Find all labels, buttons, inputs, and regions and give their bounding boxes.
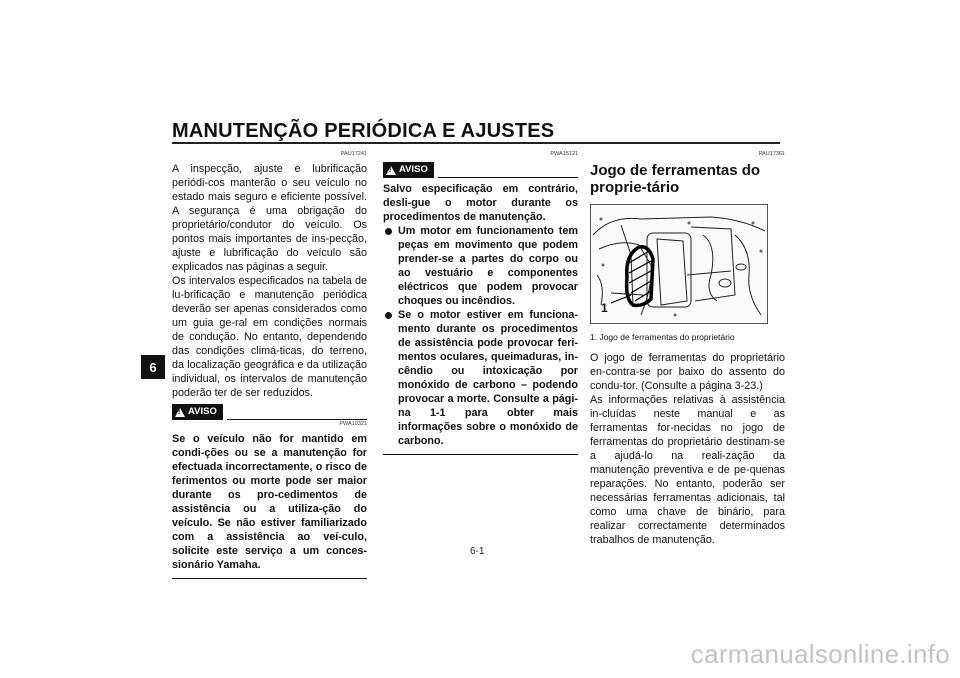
- warning-header: [172, 404, 367, 420]
- intervals-paragraph: Os intervalos especificados na tabela de lu-brificação e manutenção periódica deverão ser apenas considerados como um guia ge-ral em condições normais de condução. No entanto, dependendo das condições climá-ticas, do terreno, da localização geográfica e da utilização individual, os intervalos de manutenção poderão ter de ser reduzidos.: [172, 275, 367, 399]
- warning-rule: [438, 177, 578, 178]
- toolkit-location-paragraph: O jogo de ferramentas do proprietário en-contra-se por baixo do assento do condu-tor. (Consulte a página 3-23.): [590, 352, 785, 392]
- page-title: MANUTENÇÃO PERIÓDICA E AJUSTES: [172, 120, 555, 142]
- column-3: [590, 150, 785, 547]
- warning-badge: [172, 404, 223, 420]
- warning-code: PWA10321: [339, 421, 367, 427]
- warning-list: [383, 224, 578, 448]
- warning-bullet: Se o motor estiver em funciona-mento durante os procedimentos de assistência pode provocar feri-mentos oculares, queimaduras, in-cêndio ou intoxicação por monóxido de carbono – podendo provocar a morte. Consulte a pági-na 1-1 para obter mais informações sobre o monóxido de carbono.: [383, 308, 578, 448]
- column-1: [172, 150, 367, 579]
- header-rule: [172, 142, 780, 144]
- warning-label: AVISO: [188, 406, 217, 417]
- figure-callout: 1: [601, 301, 608, 315]
- section-title: Jogo de ferramentas do proprie-tário: [590, 162, 761, 196]
- toolkit-figure: [590, 204, 768, 324]
- warning-intro: Salvo especificação em contrário, desli-gue o motor durante os procedimentos de manutenção.: [383, 183, 578, 223]
- section-code: PAU17241: [340, 151, 367, 157]
- warning-bullet: Um motor em funcionamento tem peças em movimento que podem prender-se a partes do corpo ou ao vestuário e componentes eléctricos que podem provocar choques ou incêndios.: [383, 224, 578, 308]
- column-2: [383, 150, 578, 455]
- section-code: PAU17361: [758, 151, 785, 157]
- toolkit-info-paragraph: As informações relativas à assistência in-cluídas neste manual e as ferramentas for-necidas no jogo de ferramentas do proprietário destinam-se a ajudá-lo na reali-zação da manutenção preventiva e de pe-quenas reparações. No entanto, poderão ser necessárias ferramentas adicionais, tal como uma chave de binário, para realizar correctamente determinados trabalhos de manutenção.: [590, 394, 785, 546]
- warning-text: Se o veículo não for mantido em condi-ções ou se a manutenção for efectuada incorrectamente, o risco de ferimentos ou morte pode ser maior durante os pro-cedimentos de assistência ou a utiliza-ção do veículo. Se não estiver familiarizado com a assistência ao veí-culo, solicite este serviço a um conces-sionário Yamaha.: [172, 433, 367, 571]
- warning-triangle-icon: !: [386, 166, 396, 175]
- warning-end-rule: [383, 454, 578, 455]
- page-number: 6-1: [470, 546, 485, 557]
- figure-caption: 1. Jogo de ferramentas do proprietário: [590, 332, 735, 342]
- warning-label: AVISO: [399, 164, 428, 175]
- warning-end-rule: [172, 578, 367, 579]
- intro-paragraph: A inspecção, ajuste e lubrificação periódi-cos manterão o seu veículo no estado mais seguro e eficiente possível. A segurança é uma obrigação do proprietário/condutor do veículo. Os pontos mais importantes de ins-pecção, ajuste e lubrificação do veículo são explicados nas páginas a seguir.: [172, 163, 367, 273]
- chapter-tab: 6: [141, 355, 165, 379]
- warning-badge: [383, 162, 434, 178]
- warning-triangle-icon: !: [175, 408, 185, 417]
- warning-header: [383, 162, 578, 178]
- warning-code: PWA15121: [550, 151, 578, 157]
- toolkit-illustration: [591, 205, 767, 323]
- watermark: carmanualsonline.info: [690, 639, 950, 669]
